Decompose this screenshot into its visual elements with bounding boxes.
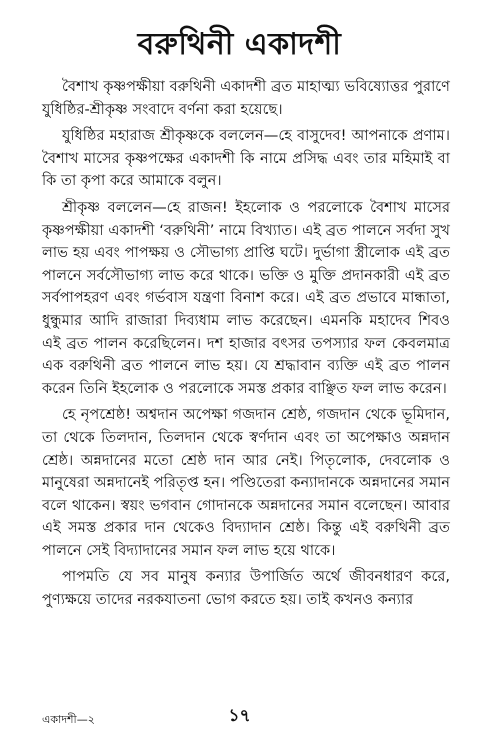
footer-section-label: একাদশী—২: [42, 713, 95, 726]
paragraph-2: যুধিষ্ঠির মহারাজ শ্রীকৃষ্ণকে বললেন—হে বাসুদেব! আপনাকে প্রণাম। বৈশাখ মাসের কৃষ্ণপক্ষের একাদশী কি নামে প্রসিদ্ধ এবং তার মহিমাই বা কি তা কৃপা করে আমাকে বলুন।: [42, 127, 450, 190]
body-text: [42, 76, 450, 616]
paragraph-5: পাপমতি যে সব মানুষ কন্যার উপার্জিত অর্থে জীবনধারণ করে, পুণ্যক্ষয়ে তাদের নরকযাতনা ভোগ করতে হয়। তাই কখনও কন্যার: [42, 568, 450, 609]
paragraph-4: হে নৃপশ্রেষ্ঠ! অশ্বদান অপেক্ষা গজদান শ্রেষ্ঠ, গজদান থেকে ভূমিদান, তা থেকে তিলদান, তিলদান থেকে স্বর্ণদান এবং তা অপেক্ষাও অন্নদান শ্রেষ্ঠ। অন্নদানের মতো শ্রেষ্ঠ দান আর নেই। পিতৃলোক, দেবলোক ও মানুষেরা অন্নদানেই পরিতৃপ্ত হন। পণ্ডিতেরা কন্যাদানকে অন্নদানের সমান বলে থাকেন। স্বয়ং ভগবান গোদানকে অন্নদানের সমান বলেছেন। আবার এই সমস্ত প্রকার দান থেকেও বিদ্যাদান শ্রেষ্ঠ। কিন্তু এই বরুথিনী ব্রত পালনে সেই বিদ্যাদানের সমান ফল লাভ হয়ে থাকে।: [42, 406, 450, 559]
paragraph-1: বৈশাখ কৃষ্ণপক্ষীয়া বরুথিনী একাদশী ব্রত মাহাত্ম্য ভবিষ্যোত্তর পুরাণে যুধিষ্ঠির-শ্রীকৃষ্ণ সংবাদে বর্ণনা করা হয়েছে।: [42, 78, 450, 118]
page-number: ১৭: [228, 706, 251, 726]
page-title: বরুথিনী একাদশী: [137, 27, 342, 62]
paragraph-3: শ্রীকৃষ্ণ বললেন—হে রাজন! ইহলোক ও পরলোকে বৈশাখ মাসের কৃষ্ণপক্ষীয়া একাদশী ‘বরুথিনী’ নামে বিখ্যাত। এই ব্রত পালনে সর্বদা সুখ লাভ হয় এবং পাপক্ষয় ও সৌভাগ্য প্রাপ্তি ঘটে। দুর্ভাগা স্ত্রীলোক এই ব্রত পালনে সর্বসৌভাগ্য লাভ করে থাকে। ভক্তি ও মুক্তি প্রদানকারী এই ব্রত সর্বপাপহরণ এবং গর্ভবাস যন্ত্রণা বিনাশ করে। এই ব্রত প্রভাবে মান্ধাতা, ধুন্ধুমার আদি রাজারা দিব্যধাম লাভ করেছেন। এমনকি মহাদেব শিবও এই ব্রত পালন করেছিলেন। দশ হাজার বৎসর তপস্যার ফল কেবলমাত্র এক বরুথিনী ব্রত পালনে লাভ হয়। যে শ্রদ্ধাবান ব্যক্তি এই ব্রত পালন করেন তিনি ইহলোক ও পরলোকে সমস্ত প্রকার বাঞ্ছিত ফল লাভ করেন।: [42, 198, 450, 397]
